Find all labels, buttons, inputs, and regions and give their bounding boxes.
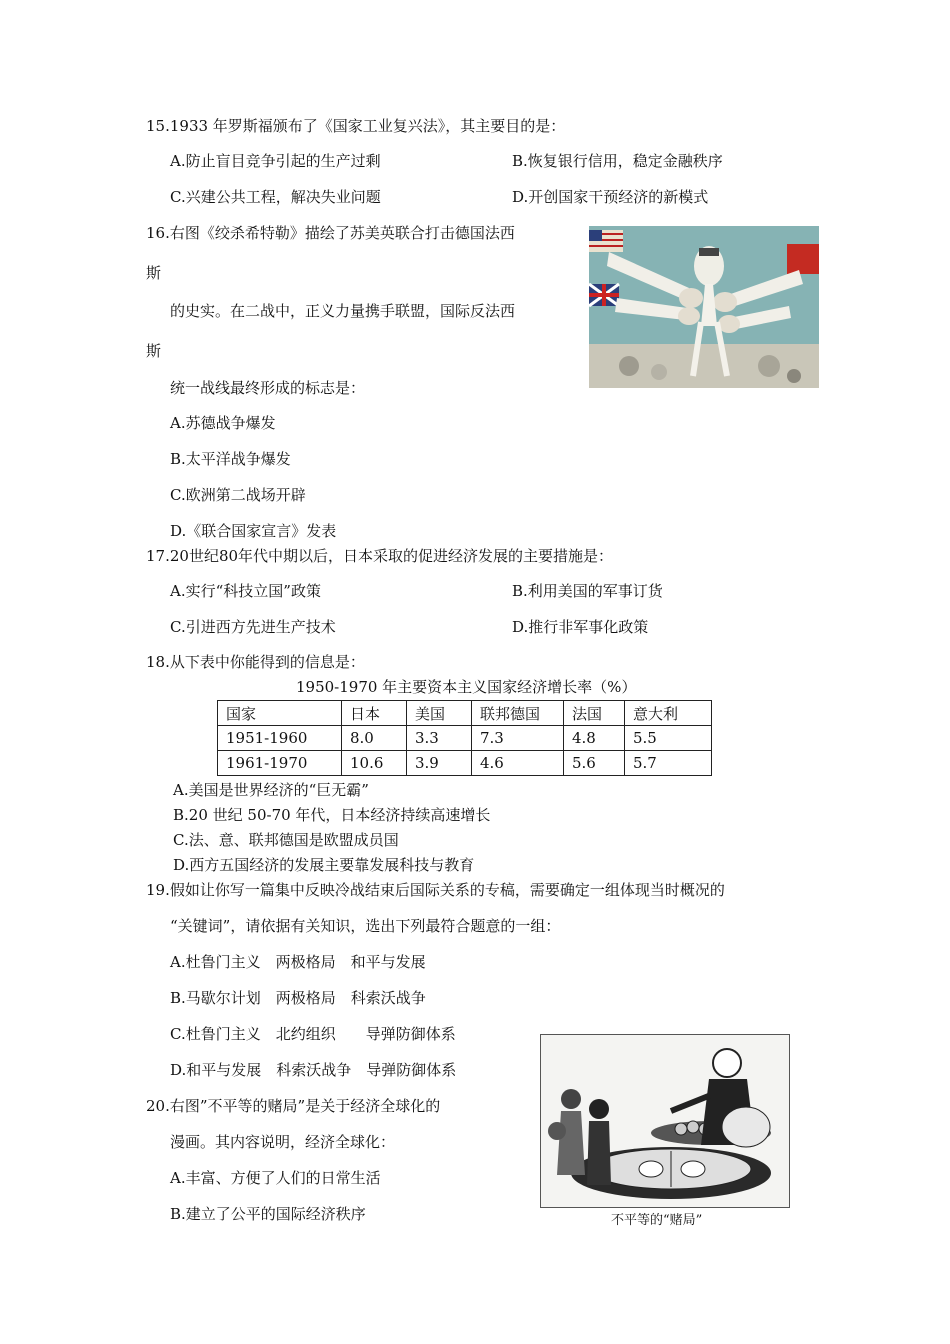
table-header-cell: 联邦德国	[472, 701, 564, 726]
table-cell: 5.7	[625, 751, 712, 776]
q15-option-b: B.恢复银行信用，稳定金融秩序	[512, 152, 723, 170]
q17-option-b: B.利用美国的军事订货	[512, 582, 663, 600]
q18-option-d: D.西方五国经济的发展主要靠发展科技与教育	[173, 856, 475, 874]
q18-table-title: 1950-1970 年主要资本主义国家经济增长率（%）	[296, 678, 637, 696]
q15-option-c: C.兴建公共工程，解决失业问题	[170, 188, 381, 206]
table-header-row	[218, 701, 712, 726]
q18-option-a: A.美国是世界经济的“巨无霸”	[173, 781, 369, 799]
q20-option-b: B.建立了公平的国际经济秩序	[170, 1205, 366, 1223]
q19-option-a: A.杜鲁门主义 两极格局 和平与发展	[170, 953, 426, 971]
q16-stem-line1: 16.右图《绞杀希特勒》描绘了苏美英联合打击德国法西	[146, 224, 515, 242]
growth-rate-table	[217, 700, 712, 776]
q18-option-b: B.20 世纪 50-70 年代，日本经济持续高速增长	[173, 806, 491, 824]
table-cell: 1951-1960	[218, 726, 342, 751]
q15-stem: 15.1933 年罗斯福颁布了《国家工业复兴法》，其主要目的是：	[146, 117, 566, 135]
q17-option-c: C.引进西方先进生产技术	[170, 618, 336, 636]
q16-option-d: D.《联合国家宣言》发表	[170, 522, 337, 540]
unequal-gamble-cartoon-image	[540, 1034, 790, 1208]
cartoon-caption: 不平等的“赌局”	[611, 1213, 703, 1228]
q16-stem-line3: 统一战线最终形成的标志是：	[170, 379, 366, 397]
q17-option-d: D.推行非军事化政策	[512, 618, 649, 636]
table-cell: 8.0	[342, 726, 407, 751]
q19-option-d: D.和平与发展 科索沃战争 导弹防御体系	[170, 1061, 457, 1079]
q16-option-c: C.欧洲第二战场开辟	[170, 486, 306, 504]
table-cell: 4.6	[472, 751, 564, 776]
table-cell: 1961-1970	[218, 751, 342, 776]
table-header-cell: 法国	[564, 701, 625, 726]
table-cell: 10.6	[342, 751, 407, 776]
table-header-cell: 国家	[218, 701, 342, 726]
q15-option-d: D.开创国家干预经济的新模式	[512, 188, 709, 206]
q19-stem-line2: “关键词”，请依据有关知识，选出下列最符合题意的一组：	[170, 917, 561, 935]
q17-option-a: A.实行“科技立国”政策	[170, 582, 321, 600]
q19-stem-line1: 19.假如让你写一篇集中反映冷战结束后国际关系的专稿，需要确定一组体现当时概况的	[146, 881, 725, 899]
table-row	[218, 751, 712, 776]
table-header-cell: 意大利	[625, 701, 712, 726]
strangle-hitler-poster-image	[589, 226, 819, 388]
table-cell: 7.3	[472, 726, 564, 751]
q20-stem-line2: 漫画。其内容说明，经济全球化：	[170, 1133, 396, 1151]
q20-stem-line1: 20.右图”不平等的赌局”是关于经济全球化的	[146, 1097, 441, 1115]
q15-option-a: A.防止盲目竞争引起的生产过剩	[170, 152, 381, 170]
table-cell: 4.8	[564, 726, 625, 751]
q16-option-a: A.苏德战争爆发	[170, 414, 276, 432]
q16-stem-line1-cont: 斯	[146, 264, 162, 282]
table-cell: 3.3	[407, 726, 472, 751]
q16-stem-line2: 的史实。在二战中，正义力量携手联盟，国际反法西	[170, 302, 516, 320]
q20-option-a: A.丰富、方便了人们的日常生活	[170, 1169, 381, 1187]
table-header-cell: 美国	[407, 701, 472, 726]
q16-option-b: B.太平洋战争爆发	[170, 450, 291, 468]
table-cell: 3.9	[407, 751, 472, 776]
table-header-cell: 日本	[342, 701, 407, 726]
q18-stem: 18.从下表中你能得到的信息是：	[146, 653, 365, 671]
q16-stem-line2-cont: 斯	[146, 342, 162, 360]
table-row	[218, 726, 712, 751]
q19-option-c: C.杜鲁门主义 北约组织 导弹防御体系	[170, 1025, 456, 1043]
table-cell: 5.5	[625, 726, 712, 751]
q17-stem: 17.20世纪80年代中期以后，日本采取的促进经济发展的主要措施是：	[146, 547, 614, 565]
q19-option-b: B.马歇尔计划 两极格局 科索沃战争	[170, 989, 426, 1007]
q18-option-c: C.法、意、联邦德国是欧盟成员国	[173, 831, 399, 849]
table-cell: 5.6	[564, 751, 625, 776]
